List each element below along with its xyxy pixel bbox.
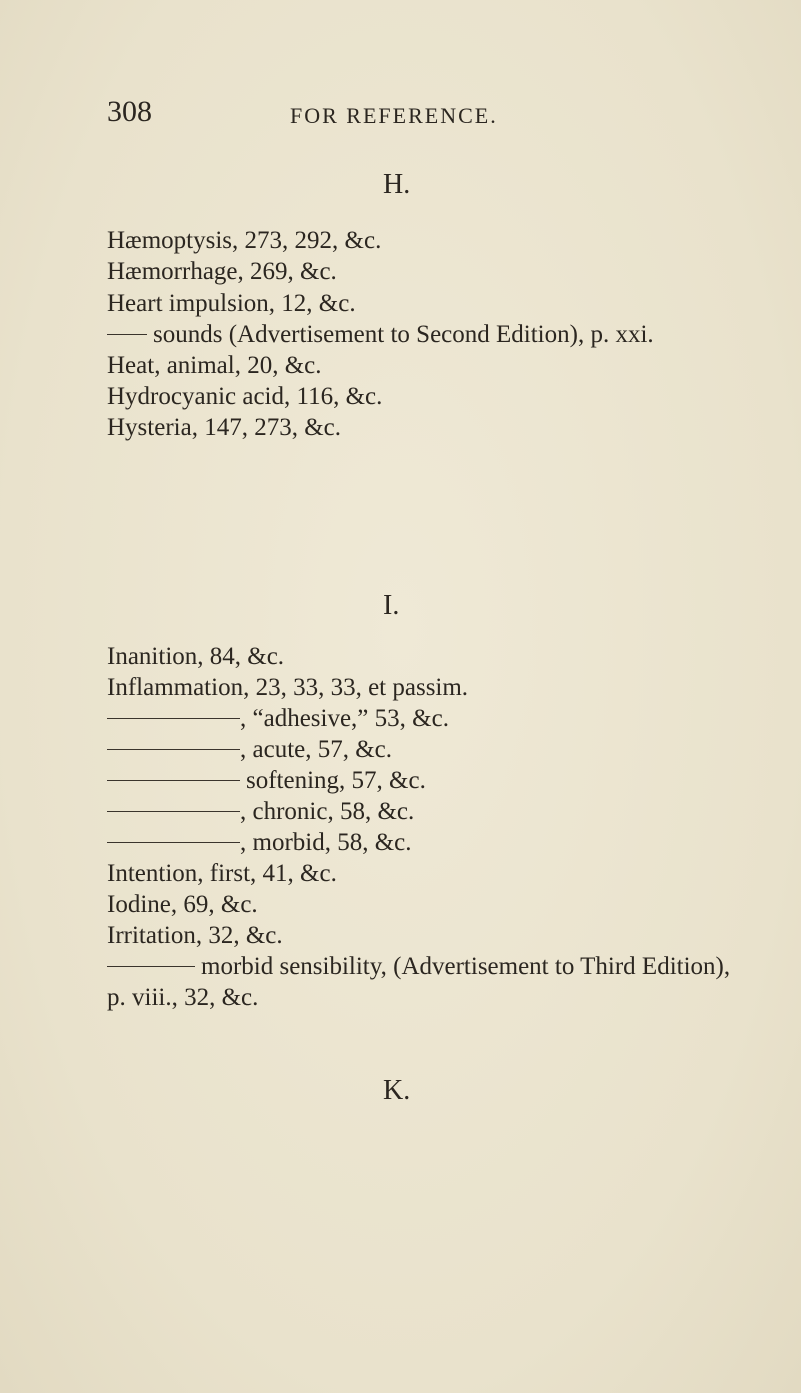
index-entry — [107, 413, 341, 443]
entry-text: sounds (Advertisement to Second Edition), p. xxi. — [153, 321, 654, 348]
section-letter-i: I. — [383, 590, 400, 621]
section-letter-k: K. — [383, 1075, 411, 1106]
ditto-dash — [107, 811, 240, 812]
entry-text: , morbid, 58, &c. — [240, 829, 412, 856]
index-entry — [107, 859, 337, 889]
entry-text: Hysteria, 147, 273, &c. — [107, 414, 341, 441]
entry-text: Iodine, 69, &c. — [107, 891, 258, 918]
entry-text: , acute, 57, &c. — [240, 736, 393, 763]
index-entry — [107, 382, 382, 412]
index-entry — [107, 673, 468, 703]
entry-text: softening, 57, &c. — [246, 767, 426, 794]
ditto-dash — [107, 334, 147, 335]
index-entry-continued — [107, 766, 426, 796]
index-entry-continued — [107, 952, 730, 982]
index-entry-continued — [107, 320, 654, 350]
ditto-dash — [107, 749, 240, 750]
index-entry — [107, 642, 284, 672]
index-entry-wrap — [107, 983, 258, 1013]
index-entry-continued — [107, 797, 414, 827]
entry-text: , “adhesive,” 53, &c. — [240, 705, 449, 732]
entry-text: Hydrocyanic acid, 116, &c. — [107, 383, 383, 410]
index-entry — [107, 351, 322, 381]
entry-text: Inflammation, 23, 33, 33, et passim. — [107, 674, 469, 701]
index-entry — [107, 226, 381, 256]
ditto-dash — [107, 842, 240, 843]
entry-text: Hæmorrhage, 269, &c. — [107, 258, 337, 285]
index-entry — [107, 289, 356, 319]
entry-text: Irritation, 32, &c. — [107, 922, 283, 949]
index-entry-continued — [107, 704, 449, 734]
index-entry-continued — [107, 828, 412, 858]
index-entry — [107, 257, 337, 287]
running-head: FOR REFERENCE. — [290, 103, 498, 128]
entry-text: Hæmoptysis, 273, 292, &c. — [107, 227, 382, 254]
entry-text: p. viii., 32, &c. — [107, 984, 259, 1011]
page-number: 308 — [107, 95, 152, 128]
ditto-dash — [107, 780, 240, 781]
entry-text: Inanition, 84, &c. — [107, 643, 285, 670]
index-entry-continued — [107, 735, 392, 765]
ditto-dash — [107, 966, 195, 967]
entry-text: , chronic, 58, &c. — [240, 798, 415, 825]
entry-text: Heart impulsion, 12, &c. — [107, 290, 356, 317]
ditto-dash — [107, 718, 240, 719]
entry-text: Intention, first, 41, &c. — [107, 860, 337, 887]
section-letter-h: H. — [383, 169, 411, 200]
entry-text: Heat, animal, 20, &c. — [107, 352, 322, 379]
index-entry — [107, 921, 283, 951]
entry-text: morbid sensibility, (Advertisement to Third Edition), — [201, 953, 731, 980]
index-entry — [107, 890, 258, 920]
